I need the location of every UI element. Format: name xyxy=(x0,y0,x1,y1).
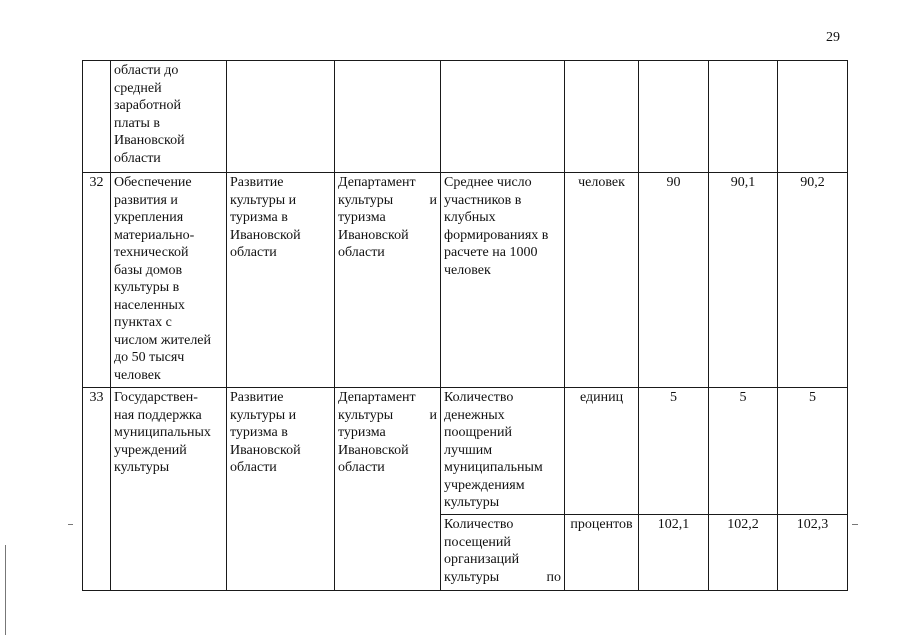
name-line: области xyxy=(114,150,161,166)
cell-executor xyxy=(335,61,441,173)
name-line: культуры xyxy=(114,460,170,475)
executor-line: области xyxy=(338,245,385,260)
cell-value-1 xyxy=(639,61,709,173)
indicator-line: денежных xyxy=(444,407,505,423)
name-line: средней xyxy=(114,80,162,96)
name-line: области до xyxy=(114,63,179,78)
executor-line: Ивановской xyxy=(338,442,409,458)
program-line: Ивановской xyxy=(230,227,301,243)
name-line: человек xyxy=(114,367,161,383)
cell-value-2 xyxy=(709,61,778,173)
indicator-line: культуры по xyxy=(444,569,561,585)
cell-value-3 xyxy=(778,61,848,173)
indicator-line: участников в xyxy=(444,192,522,208)
indicator-line: человек xyxy=(444,262,491,278)
indicator-line: культуры xyxy=(444,495,500,510)
cell-indicator xyxy=(441,515,565,591)
program-line: культуры и xyxy=(230,407,297,423)
name-line: развития и xyxy=(114,192,178,208)
name-line: учреждений xyxy=(114,442,187,458)
scan-mark-dash-right xyxy=(852,524,858,525)
name-line: пунктах с xyxy=(114,315,172,330)
indicator-line: Среднее число xyxy=(444,175,532,190)
executor-line: области xyxy=(338,460,385,475)
cell-indicator xyxy=(441,388,565,515)
cell-value-3: 90,2 xyxy=(778,173,848,388)
cell-number xyxy=(83,61,111,173)
executor-line: культуры и xyxy=(338,407,437,423)
executor-line: Департамент xyxy=(338,390,416,405)
cell-unit: процентов xyxy=(565,515,639,591)
name-line: Ивановской xyxy=(114,133,185,148)
cell-value-2: 90,1 xyxy=(709,173,778,388)
page-number: 29 xyxy=(826,30,840,45)
cell-value-3: 5 xyxy=(778,388,848,515)
indicator-line: Количество xyxy=(444,390,514,405)
name-line: Обеспечение xyxy=(114,175,192,190)
indicator-line: Количество xyxy=(444,517,514,532)
name-line: технической xyxy=(114,245,189,260)
name-line: числом жителей xyxy=(114,332,212,348)
scan-mark-dash-left xyxy=(68,524,73,525)
indicator-line: учреждениям xyxy=(444,477,525,493)
program-line: Развитие xyxy=(230,390,284,405)
name-line: Государствен- xyxy=(114,390,198,405)
name-line: базы домов xyxy=(114,262,183,278)
cell-value-2: 102,2 xyxy=(709,515,778,591)
indicator-line: организаций xyxy=(444,552,520,567)
cell-indicator xyxy=(441,173,565,388)
name-line: заработной xyxy=(114,98,181,113)
cell-value-1: 102,1 xyxy=(639,515,709,591)
cell-value-3: 102,3 xyxy=(778,515,848,591)
cell-name xyxy=(111,173,227,388)
scan-mark-left xyxy=(5,545,6,635)
indicator-table xyxy=(82,60,848,591)
executor-line: туризма xyxy=(338,210,386,225)
cell-program xyxy=(227,388,335,591)
name-line: культуры в xyxy=(114,280,180,295)
cell-number: 33 xyxy=(83,388,111,591)
indicator-line: поощрений xyxy=(444,425,512,440)
name-line: укрепления xyxy=(114,210,184,225)
indicator-line: клубных xyxy=(444,210,496,225)
indicator-line: формированиях в xyxy=(444,227,549,243)
indicator-line: лучшим xyxy=(444,442,493,458)
program-line: Ивановской xyxy=(230,442,301,458)
cell-unit: человек xyxy=(565,173,639,388)
cell-executor xyxy=(335,173,441,388)
name-line: материально- xyxy=(114,227,195,243)
executor-line: туризма xyxy=(338,425,386,440)
cell-name xyxy=(111,388,227,591)
cell-executor xyxy=(335,388,441,591)
program-line: области xyxy=(230,245,277,260)
name-line: населенных xyxy=(114,297,185,313)
indicator-line: муниципальным xyxy=(444,460,543,475)
name-line: муниципальных xyxy=(114,425,211,440)
executor-line: Департамент xyxy=(338,175,416,190)
cell-indicator xyxy=(441,61,565,173)
table-row xyxy=(83,173,848,388)
executor-line: Ивановской xyxy=(338,227,409,243)
cell-program xyxy=(227,173,335,388)
cell-value-2: 5 xyxy=(709,388,778,515)
program-line: Развитие xyxy=(230,175,284,190)
table-row xyxy=(83,388,848,515)
cell-name xyxy=(111,61,227,173)
table-row-continuation xyxy=(83,61,848,173)
executor-line: культуры и xyxy=(338,192,437,208)
cell-unit: единиц xyxy=(565,388,639,515)
program-line: области xyxy=(230,460,277,475)
program-line: культуры и xyxy=(230,192,297,208)
cell-unit xyxy=(565,61,639,173)
cell-number: 32 xyxy=(83,173,111,388)
name-line: ная поддержка xyxy=(114,407,202,423)
indicator-line: посещений xyxy=(444,534,511,550)
indicator-line: расчете на 1000 xyxy=(444,245,538,260)
cell-value-1: 90 xyxy=(639,173,709,388)
cell-value-1: 5 xyxy=(639,388,709,515)
name-line: платы в xyxy=(114,115,160,131)
cell-program xyxy=(227,61,335,173)
program-line: туризма в xyxy=(230,425,288,440)
name-line: до 50 тысяч xyxy=(114,350,185,365)
program-line: туризма в xyxy=(230,210,288,225)
